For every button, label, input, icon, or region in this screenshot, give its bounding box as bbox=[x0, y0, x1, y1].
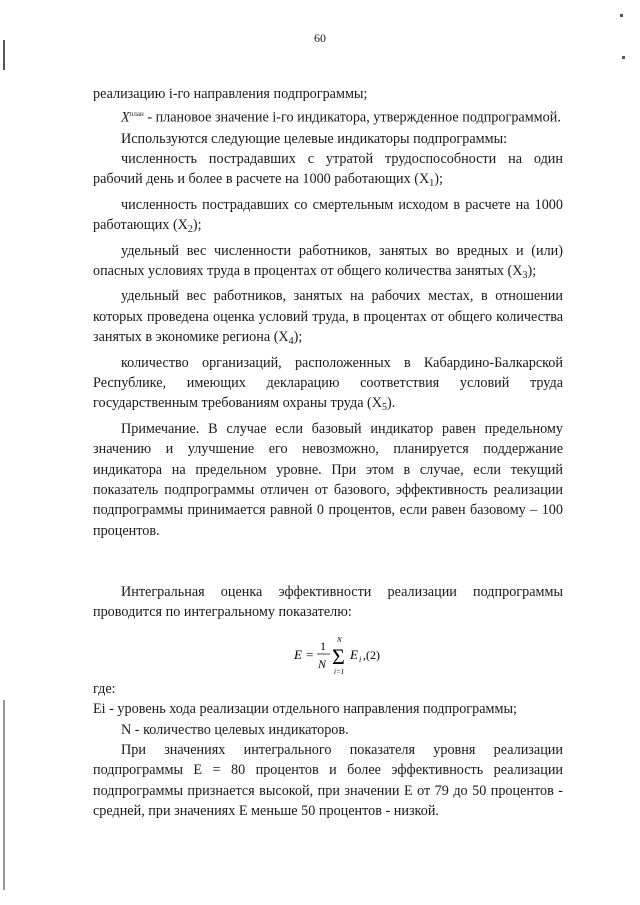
paragraph-indicator-5 bbox=[93, 353, 563, 419]
indicator-5-text: количество организаций, расположенных в Кабардино-Балкарской Республике, имеющих декларацию соответствия условий труда государственным требованиям охраны труда (X bbox=[93, 354, 563, 412]
paragraph-note: Примечание. В случае если базовый индикатор равен предельному значению и улучшение его невозможно, планируется поддержание индикатора на предельном уровне. При этом в случае, если текущий показатель подпрограммы отличен от базового, эффективность реализации подпрограммы принимается равной 0 процентов, если равен базовому – 100 процентов. bbox=[93, 420, 563, 539]
indicator-1-text: численность пострадавших с утратой трудоспособности на один рабочий день и более в расчете на 1000 работающих (X bbox=[93, 150, 563, 188]
paragraph-evaluation: При значениях интегрального показателя уровня реализации подпрограммы E = 80 процентов и более эффективность реализации подпрограммы признается высокой, при значении E от 79 до 50 процентов - средней, при значениях E меньше 50 процентов - низкой. bbox=[93, 742, 563, 820]
paragraph-continuation: реализацию i-го направления подпрограммы; bbox=[93, 86, 368, 102]
scan-mark-left bbox=[3, 40, 5, 70]
symbol-x-plan: X bbox=[121, 110, 130, 127]
indicator-5-sub: 5 bbox=[382, 402, 388, 414]
body-text bbox=[93, 84, 563, 822]
indicator-3-text: удельный вес численности работников, занятых во вредных и (или) опасных условиях труда в процентах от общего количества занятых (X bbox=[93, 242, 563, 279]
spacer bbox=[93, 562, 563, 582]
scan-mark-right bbox=[622, 56, 625, 59]
formula-num: 1 bbox=[320, 638, 326, 653]
indicator-3-end: ); bbox=[527, 262, 537, 279]
formula-upper: N bbox=[337, 635, 342, 644]
paragraph-indicator-2 bbox=[93, 195, 563, 241]
paragraph-integral-intro: Интегральная оценка эффективности реализации подпрограммы проводится по интегральному показателю: bbox=[93, 584, 563, 621]
formula-term: E bbox=[350, 646, 358, 662]
indicator-1-end: ); bbox=[434, 171, 443, 188]
indicator-5-end: ). bbox=[387, 395, 396, 412]
symbol-x-plan-sup: план bbox=[129, 110, 144, 119]
formula-term-sub: i bbox=[359, 654, 362, 664]
spacer bbox=[93, 541, 563, 561]
formula-tail: ,(2) bbox=[363, 647, 380, 662]
scan-mark-right-top bbox=[620, 14, 623, 17]
indicator-3-sub: 3 bbox=[522, 269, 528, 281]
indicator-4-sub: 4 bbox=[288, 336, 294, 348]
formula-eq: = bbox=[306, 646, 314, 662]
indicator-2-sub: 2 bbox=[187, 224, 193, 236]
paragraph-indicator-3 bbox=[93, 241, 563, 287]
indicator-1-sub: 1 bbox=[429, 178, 435, 190]
paragraph-plan-indicator bbox=[93, 104, 563, 128]
formula-lower: i=1 bbox=[334, 667, 345, 676]
formula-sigma: Σ bbox=[332, 643, 345, 669]
scan-mark-left-lower bbox=[3, 700, 5, 890]
formula-2 bbox=[171, 633, 563, 676]
plan-indicator-text: - плановое значение i-го индикатора, утвержденное подпрограммой. bbox=[143, 110, 561, 127]
formula-graphic bbox=[292, 633, 442, 677]
paragraph-ei-definition: Ei - уровень хода реализации отдельного направления подпрограммы; bbox=[93, 701, 517, 718]
paragraph-indicator-4 bbox=[93, 286, 563, 352]
paragraph-indicator-1 bbox=[93, 149, 563, 195]
paragraph-where: где: bbox=[93, 680, 116, 697]
page-number: 60 bbox=[314, 31, 326, 45]
indicator-4-end: ); bbox=[293, 329, 303, 346]
paragraph-indicators-intro: Используются следующие целевые индикаторы подпрограммы: bbox=[121, 130, 508, 147]
formula-den: N bbox=[318, 656, 327, 671]
indicator-2-end: ); bbox=[192, 217, 202, 234]
indicator-2-text: численность пострадавших со смертельным исходом в расчете на 1000 работающих (X bbox=[93, 196, 563, 234]
formula-lhs: E bbox=[294, 646, 302, 662]
indicator-4-text: удельный вес работников, занятых на рабочих местах, в отношении которых проведена оценка условий труда, в процентах от общего количества занятых в экономике региона (X bbox=[93, 288, 563, 346]
paragraph-n-definition: N - количество целевых индикаторов. bbox=[121, 721, 349, 738]
